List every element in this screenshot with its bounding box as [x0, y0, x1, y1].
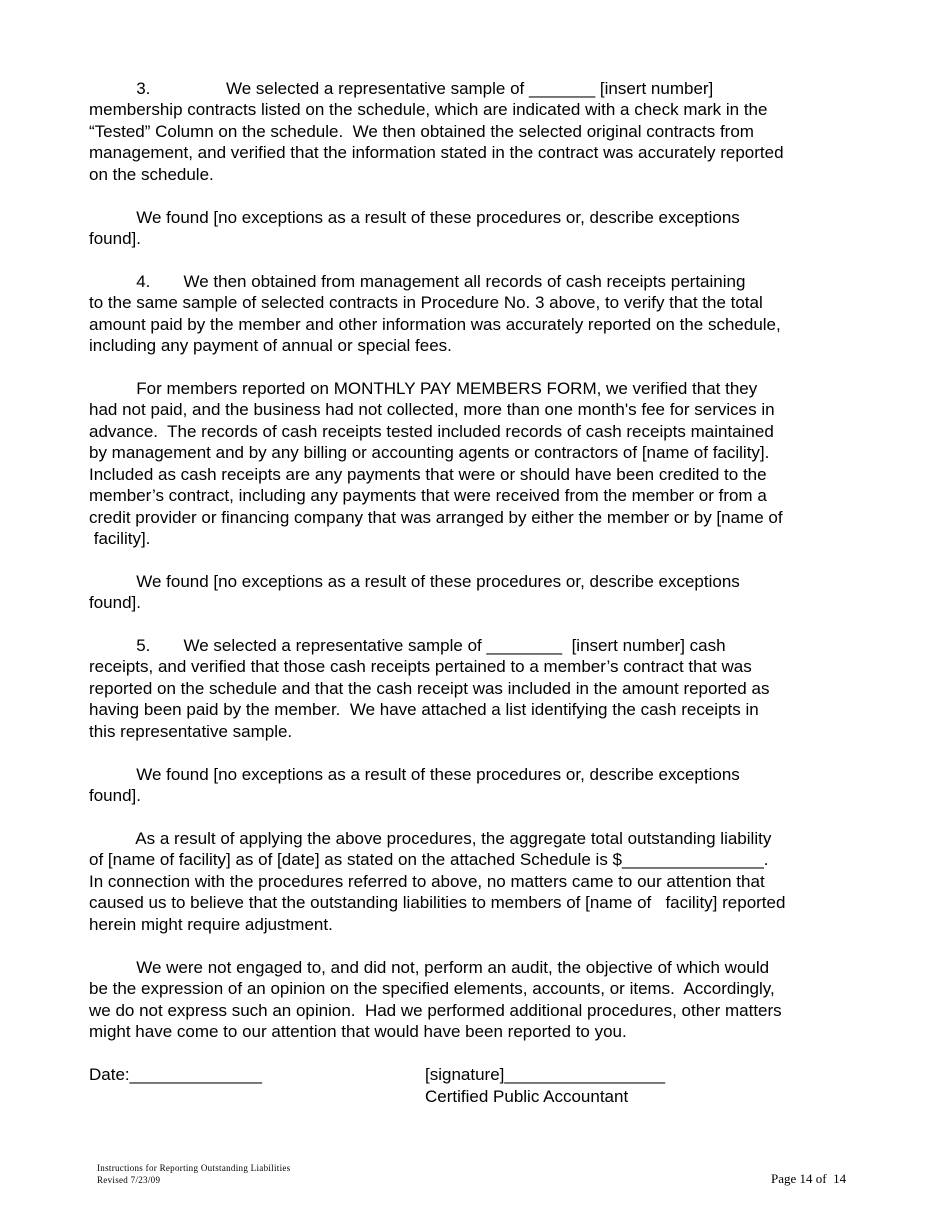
text-line: by management and by any billing or accounting agents or contractors of [name of facility]. — [89, 443, 770, 462]
text-line: herein might require adjustment. — [89, 915, 333, 934]
text-line: be the expression of an opinion on the specified elements, accounts, or items. Accordingly, — [89, 979, 775, 998]
text-line: membership contracts listed on the schedule, which are indicated with a check mark in the — [89, 100, 768, 119]
text-line: to the same sample of selected contracts in Procedure No. 3 above, to verify that the total — [89, 293, 763, 312]
text-line: We found [no exceptions as a result of these procedures or, describe exceptions — [89, 765, 740, 784]
text-line: member’s contract, including any payments that were received from the member or from a — [89, 486, 767, 505]
text-line: amount paid by the member and other information was accurately reported on the schedule, — [89, 315, 781, 334]
text-line: found]. — [89, 593, 141, 612]
footer-doc-title: Instructions for Reporting Outstanding Liabilities — [97, 1163, 291, 1173]
text-line: of [name of facility] as of [date] as stated on the attached Schedule is $_______________. — [89, 850, 769, 869]
text-line: credit provider or financing company that was arranged by either the member or by [name of — [89, 508, 783, 527]
text-line: 3. We selected a representative sample of _______ [insert number] — [89, 79, 714, 98]
text-line: facility]. — [89, 529, 151, 548]
text-line: caused us to believe that the outstanding liabilities to members of [name of facility] reported — [89, 893, 786, 912]
text-line: management, and verified that the information stated in the contract was accurately reported — [89, 143, 784, 162]
text-line: We found [no exceptions as a result of these procedures or, describe exceptions — [89, 572, 740, 591]
text-line: In connection with the procedures referred to above, no matters came to our attention that — [89, 872, 765, 891]
text-line: For members reported on MONTHLY PAY MEMBERS FORM, we verified that they — [89, 379, 758, 398]
text-line: “Tested” Column on the schedule. We then obtained the selected original contracts from — [89, 122, 754, 141]
text-line: including any payment of annual or special fees. — [89, 336, 452, 355]
text-line: We found [no exceptions as a result of these procedures or, describe exceptions — [89, 208, 740, 227]
text-line: We were not engaged to, and did not, perform an audit, the objective of which would — [89, 958, 770, 977]
text-line: we do not express such an opinion. Had we performed additional procedures, other matters — [89, 1001, 782, 1020]
text-line: 5. We selected a representative sample of ________ [insert number] cash — [89, 636, 726, 655]
text-line: having been paid by the member. We have attached a list identifying the cash receipts in — [89, 700, 759, 719]
text-line: As a result of applying the above procedures, the aggregate total outstanding liability — [89, 829, 772, 848]
text-line: Included as cash receipts are any payments that were or should have been credited to the — [89, 465, 767, 484]
page-number: Page 14 of 14 — [771, 1171, 847, 1186]
text-line: advance. The records of cash receipts tested included records of cash receipts maintained — [89, 422, 774, 441]
text-line: on the schedule. — [89, 165, 214, 184]
signature-line: [signature]_________________ — [425, 1065, 666, 1084]
footer-revised-date: Revised 7/23/09 — [97, 1175, 161, 1185]
text-line: had not paid, and the business had not collected, more than one month's fee for services in — [89, 400, 775, 419]
text-line: reported on the schedule and that the cash receipt was included in the amount reported as — [89, 679, 770, 698]
text-line: this representative sample. — [89, 722, 293, 741]
text-line: receipts, and verified that those cash receipts pertained to a member’s contract that was — [89, 657, 752, 676]
date-line: Date:______________ — [89, 1065, 262, 1084]
signer-title: Certified Public Accountant — [425, 1087, 629, 1106]
text-line: found]. — [89, 229, 141, 248]
text-line: 4. We then obtained from management all records of cash receipts pertaining — [89, 272, 746, 291]
text-line: might have come to our attention that would have been reported to you. — [89, 1022, 627, 1041]
text-line: found]. — [89, 786, 141, 805]
